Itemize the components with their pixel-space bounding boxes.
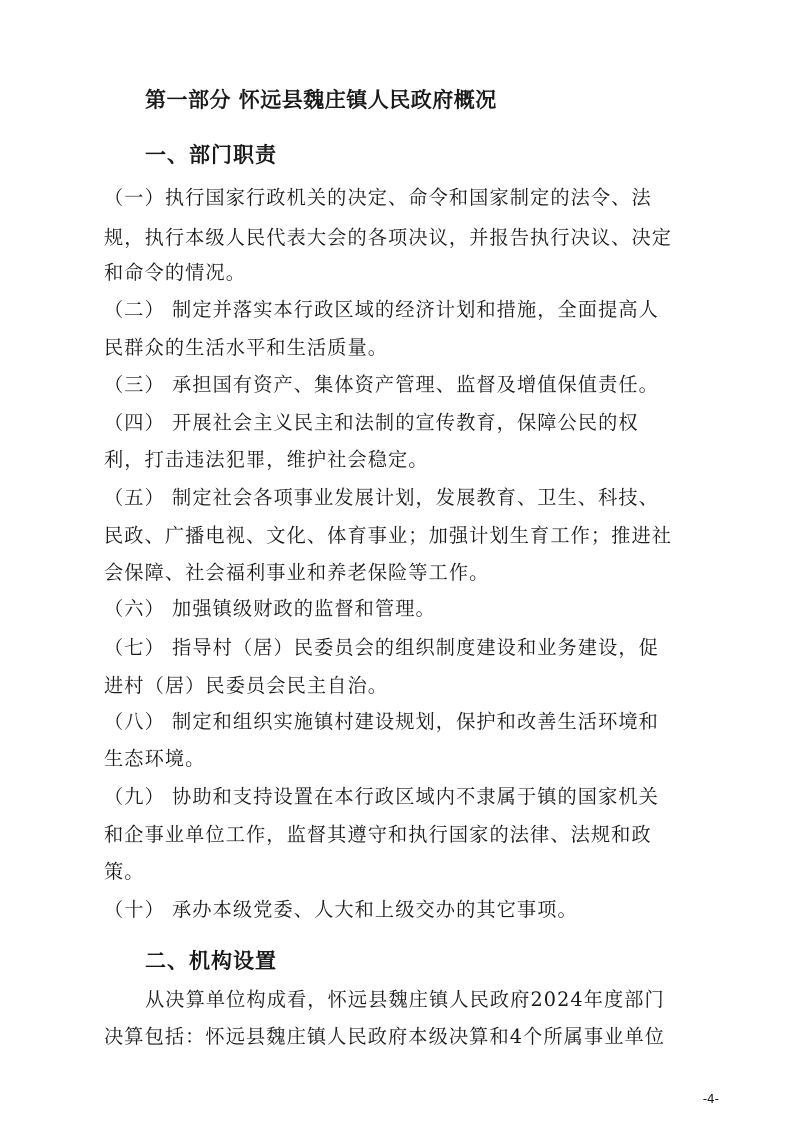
page-number: -4- <box>702 1092 719 1106</box>
duty-line: （七） 指导村（居）民委员会的组织制度建设和业务建设，促 <box>104 636 659 659</box>
section-title-duties: 一、部门职责 <box>145 143 277 167</box>
duty-line: 规，执行本级人民代表大会的各项决议，并报告执行决议、决定 <box>104 226 673 249</box>
section-title-structure: 二、机构设置 <box>145 949 277 973</box>
duty-line: （一）执行国家行政机关的决定、命令和国家制定的法令、法 <box>104 186 652 209</box>
duty-line: （四） 开展社会主义民主和法制的宣传教育，保障公民的权 <box>104 411 639 434</box>
duty-line: 会保障、社会福利事业和养老保险等工作。 <box>104 561 490 584</box>
duty-line: （二） 制定并落实本行政区域的经济计划和措施，全面提高人 <box>104 298 659 321</box>
duty-line: 和命令的情况。 <box>104 261 247 284</box>
duty-line: 进村（居）民委员会民主自治。 <box>104 674 389 697</box>
duty-line: （三） 承担国有资产、集体资产管理、监督及增值保值责任。 <box>104 373 659 396</box>
duty-line: （九） 协助和支持设置在本行政区域内不隶属于镇的国家机关 <box>104 785 659 808</box>
duty-line: （十） 承办本级党委、人大和上级交办的其它事项。 <box>104 898 578 921</box>
duty-line: 民群众的生活水平和生活质量。 <box>104 336 389 359</box>
duty-line: （八） 制定和组织实施镇村建设规划，保护和改善生活环境和 <box>104 710 659 733</box>
duty-line: （六） 加强镇级财政的监督和管理。 <box>104 597 436 620</box>
duty-line: 和企事业单位工作，监督其遵守和执行国家的法律、法规和政 <box>104 823 652 846</box>
duty-line: 策。 <box>104 860 145 883</box>
structure-line: 决算包括：怀远县魏庄镇人民政府本级决算和4个所属事业单位 <box>104 1025 666 1048</box>
duty-line: 利，打击违法犯罪，维护社会稳定。 <box>104 448 429 471</box>
structure-line: 从决算单位构成看，怀远县魏庄镇人民政府2024年度部门 <box>145 988 665 1011</box>
duty-line: （五） 制定社会各项事业发展计划，发展教育、卫生、科技、 <box>104 486 659 509</box>
duty-line: 民政、广播电视、文化、体育事业；加强计划生育工作；推进社 <box>104 524 673 547</box>
part-heading: 第一部分 怀远县魏庄镇人民政府概况 <box>145 88 497 112</box>
duty-line: 生态环境。 <box>104 747 206 770</box>
